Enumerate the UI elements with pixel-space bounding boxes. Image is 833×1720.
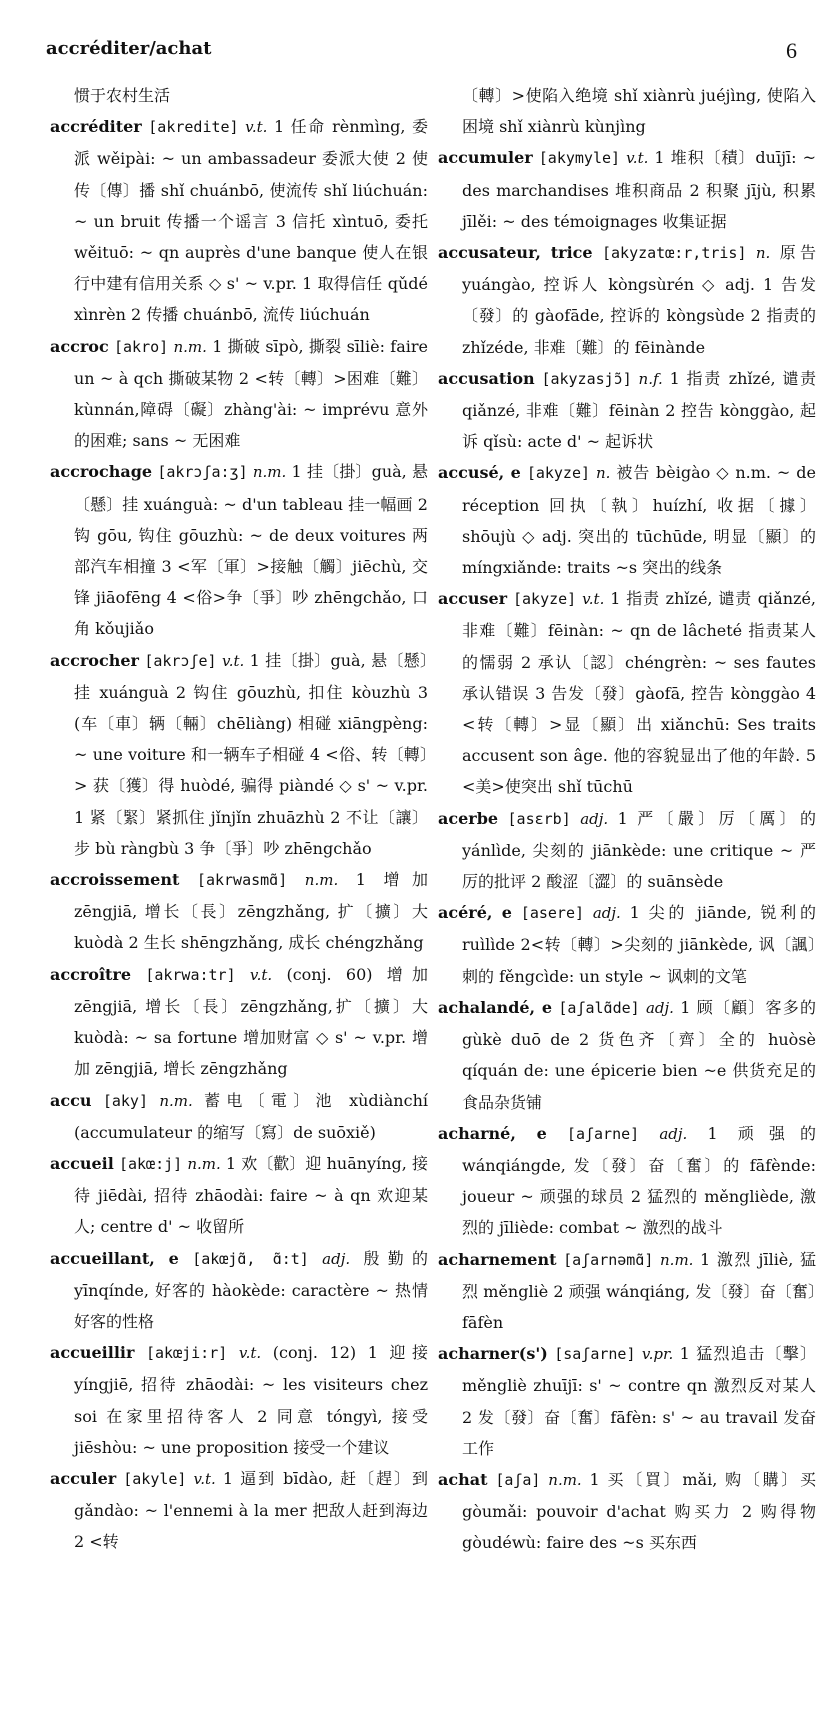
definition: 被告 bèigào ◇ n.m. ~ de réception 回执〔執〕huízhí, 收据〔據〕shōujù ◇ adj. 突出的 tūchūde, 明显〔顯〕的 míngxiǎnde: traits ~s 突出的线条 — [462, 463, 816, 578]
phonetic: [saʃarne] — [554, 1345, 636, 1364]
headword: accueillir — [50, 1343, 135, 1363]
phonetic: [akyze] — [512, 590, 577, 609]
headword: acerbe — [438, 808, 499, 828]
dictionary-entry — [438, 363, 816, 458]
entry-continuation — [438, 80, 816, 142]
dictionary-entry — [50, 645, 428, 864]
headword: acéré, e — [438, 903, 512, 923]
headword: accrocher — [50, 650, 139, 670]
part-of-speech: v.pr. — [641, 1345, 674, 1364]
definition: (conj. 60) 增加 zēngjiā, 增长〔長〕zēngzhǎng,扩〔擴〕大 kuòdà: ~ sa fortune 增加财富 ◇ s' ~ v.pr. 增加 zēngjiā, 增长 zēngzhǎng — [74, 964, 428, 1079]
dictionary-entry — [50, 1085, 428, 1148]
phonetic: [akyle] — [123, 1469, 187, 1488]
part-of-speech: v.t. — [238, 1344, 262, 1363]
definition: 殷勤的 yīnqínde, 好客的 hàokède: caractère ~ 热情好客的性格 — [74, 1248, 428, 1331]
headword: accroître — [50, 964, 132, 984]
part-of-speech: adj. — [322, 1249, 351, 1268]
dictionary-entry — [50, 331, 428, 457]
part-of-speech: v.t. — [245, 118, 268, 137]
part-of-speech: adj. — [580, 809, 609, 828]
phonetic: [akrɔʃa:ʒ] — [157, 463, 248, 482]
phonetic: [akro] — [114, 337, 169, 356]
entry-continuation — [50, 80, 428, 111]
part-of-speech: v.t. — [249, 965, 273, 984]
dictionary-entry — [50, 1243, 428, 1338]
definition: 1 任命 rènmìng, 委派 wěipài: ~ un ambassadeur 委派大使 2 使传〔傳〕播 shǐ chuánbō, 使流传 shǐ liúchuán: ~ un bruit 传播一个谣言 3 信托 xìntuō, 委托 wěituō: ~ qn auprès d'une banque 使人在银行中建有信用关系 ◇ s' ~ v.pr. 1 取得信任 qǔdé xìnrèn 2 传播 chuánbō, 流传 liúchuán — [74, 117, 428, 325]
page-number: 6 — [786, 38, 797, 63]
definition: 1 挂〔掛〕guà, 悬〔懸〕挂 xuánguà: ~ d'un tableau 挂一幅画 2 钩 gōu, 钩住 gōuzhù: ~ de deux voitures 两部汽车相撞 3 <军〔軍〕>接触〔觸〕jiēchù, 交锋 jiāofēng 4 <俗>争〔爭〕吵 zhēngchǎo, 口角 kǒujiǎo — [74, 462, 428, 639]
part-of-speech: n.m. — [187, 1154, 221, 1173]
part-of-speech: n. — [595, 464, 611, 483]
phonetic: [akœji:r] — [146, 1344, 228, 1363]
part-of-speech: n.m. — [304, 871, 339, 890]
headword: accumuler — [438, 148, 533, 168]
definition: (conj. 12) 1 迎接 yíngjiē, 招待 zhāodài: ~ les visiteurs chez soi 在家里招待客人 2 同意 tóngyì, 接受 jiēshòu: ~ une proposition 接受一个建议 — [74, 1343, 428, 1457]
headword: accrochage — [50, 462, 153, 482]
part-of-speech: v.t. — [626, 149, 649, 168]
phonetic: [akœ:j] — [118, 1154, 183, 1173]
phonetic: [asere] — [520, 904, 585, 923]
headword: accroc — [50, 336, 109, 356]
dictionary-entry — [438, 992, 816, 1118]
dictionary-entry — [438, 237, 816, 363]
left-column — [50, 80, 428, 1558]
part-of-speech: v.t. — [222, 651, 245, 670]
definition: 1 挂〔掛〕guà, 悬〔懸〕挂 xuánguà 2 钩住 gōuzhù, 扣住 kòuzhù 3 (车〔車〕辆〔輛〕chēliàng) 相碰 xiāngpèng: ~ une voiture 和一辆车子相碰 4 <俗、转〔轉〕> 获〔獲〕得 huòdé, 骗得 piàndé ◇ s' ~ v.pr. 1 紧〔緊〕紧抓住 jǐnjǐn zhuāzhù 2 不让〔讓〕步 bù ràngbù 3 争〔爭〕吵 zhēngchǎo — [74, 650, 428, 858]
dictionary-entry — [438, 457, 816, 583]
headword: acculer — [50, 1468, 117, 1488]
dictionary-entry — [50, 111, 428, 330]
phonetic: [akyzasjɔ̃] — [541, 369, 632, 388]
phonetic: [aʃa] — [495, 1470, 541, 1489]
definition: 1 猛烈追击〔擊〕měngliè zhuījī: s' ~ contre qn 激烈反对某人 2 发〔發〕奋〔奮〕fāfèn: s' ~ au travail 发奋工作 — [462, 1344, 816, 1458]
headword: achat — [438, 1469, 488, 1489]
part-of-speech: n. — [755, 244, 771, 263]
dictionary-entry — [438, 803, 816, 898]
headword: acharnement — [438, 1249, 557, 1269]
dictionary-entry — [50, 1337, 428, 1463]
part-of-speech: v.t. — [582, 590, 605, 609]
headword: accueil — [50, 1153, 114, 1173]
part-of-speech: n.m. — [159, 1091, 193, 1110]
definition: 1 堆积〔積〕duījī: ~ des marchandises 堆积商品 2 积聚 jījù, 积累 jīlěi: ~ des témoignages 收集证据 — [462, 148, 816, 231]
dictionary-entry — [438, 1464, 816, 1559]
headword: achalandé, e — [438, 997, 553, 1017]
phonetic: [akrwasmɑ̃] — [196, 871, 288, 890]
dictionary-entry — [50, 1463, 428, 1558]
running-head: accréditer/achat — [46, 38, 212, 59]
phonetic: [asɛrb] — [507, 809, 571, 828]
definition: 1 增加 zēngjiā, 增长〔長〕zēngzhǎng, 扩〔擴〕大 kuòdà 2 生长 shēngzhǎng, 成长 chéngzhǎng — [74, 870, 428, 953]
dictionary-entry — [438, 1244, 816, 1339]
phonetic: [akyzatœ:r,tris] — [601, 244, 747, 263]
headword: accusation — [438, 368, 535, 388]
definition: 1 指责 zhǐzé, 谴责 qiǎnzé, 非难〔難〕fēinàn 2 控告 kònggào, 起诉 qǐsù: acte d' ~ 起诉状 — [462, 368, 817, 452]
part-of-speech: n.m. — [660, 1250, 694, 1269]
headword: accusé, e — [438, 463, 521, 483]
dictionary-entry — [438, 583, 816, 802]
part-of-speech: n.m. — [252, 463, 287, 482]
definition: 1 欢〔歡〕迎 huānyíng, 接待 jiēdài, 招待 zhāodài: faire ~ à qn 欢迎某人; centre d' ~ 收留所 — [74, 1153, 428, 1237]
part-of-speech: adj. — [592, 904, 621, 923]
part-of-speech: n.f. — [638, 369, 663, 388]
dictionary-entry — [50, 959, 428, 1085]
definition: 惯于农村生活 — [74, 86, 171, 105]
headword: accréditer — [50, 117, 142, 137]
dictionary-entry — [438, 1118, 816, 1244]
dictionary-entry — [50, 864, 428, 959]
definition: 1 顾〔顧〕客多的 gùkè duō de 2 货色齐〔齊〕全的 huòsè qíquán de: une épicerie bien ~e 供货充足的食品杂货铺 — [462, 997, 816, 1112]
phonetic: [akrwa:tr] — [145, 965, 236, 984]
headword: accroissement — [50, 870, 180, 890]
right-column — [438, 80, 816, 1559]
part-of-speech: n.m. — [548, 1470, 582, 1489]
part-of-speech: n.m. — [173, 337, 207, 356]
definition: 1 撕破 sīpò, 撕裂 sīliè: faire un ~ à qch 撕破某物 2 <转〔轉〕>困难〔難〕kùnnán,障碍〔礙〕zhàng'ài: ~ imprévu 意外的困难; sans ~ 无困难 — [74, 336, 429, 451]
phonetic: [aʃalɑ̃de] — [558, 998, 640, 1017]
headword: accusateur, trice — [438, 243, 593, 263]
phonetic: [akredite] — [148, 118, 239, 137]
definition: 1 指责 zhǐzé, 谴责 qiǎnzé, 非难〔難〕fēinàn: ~ qn de lâcheté 指责某人的懦弱 2 承认〔認〕chéngrèn: ~ ses fautes 承认错误 3 告发〔發〕gàofā, 控告 kònggào 4 <转〔轉〕>显〔顯〕出 xiǎnchū: Ses traits accusent son âge. 他的容貌显出了他的年龄. 5 <美>使突出 shǐ tūchū — [462, 589, 816, 797]
phonetic: [akrɔʃe] — [144, 651, 217, 670]
headword: accuser — [438, 589, 508, 609]
definition: 1 逼到 bīdào, 赶〔趕〕到 gǎndào: ~ l'ennemi à la mer 把敌人赶到海边 2 <转 — [74, 1468, 429, 1552]
headword: accu — [50, 1090, 92, 1110]
part-of-speech: adj. — [645, 998, 674, 1017]
dictionary-entry — [50, 456, 428, 644]
definition: 蓄电〔電〕池 xùdiànchí (accumulateur 的缩写〔寫〕de suōxiě) — [74, 1090, 428, 1142]
headword: accueillant, e — [50, 1248, 179, 1268]
headword: acharné, e — [438, 1123, 547, 1143]
dictionary-entry — [438, 142, 816, 237]
definition: 1 尖的 jiānde, 锐利的 ruìlìde 2<转〔轉〕>尖刻的 jiānkède, 讽〔諷〕刺的 fěngcìde: un style ~ 讽刺的文笔 — [462, 903, 816, 986]
definition: 1 激烈 jīliè, 猛烈 měngliè 2 顽强 wánqiáng, 发〔發〕奋〔奮〕fāfèn — [462, 1249, 816, 1332]
definition: 原告 yuángào, 控诉人 kòngsùrén ◇ adj. 1 告发〔發〕的 gàofāde, 控诉的 kòngsùde 2 指责的 zhǐzéde, 非难〔難〕的 fēinànde — [462, 243, 816, 357]
dictionary-entry — [438, 1338, 816, 1464]
part-of-speech: v.t. — [193, 1469, 216, 1488]
phonetic: [aky] — [102, 1091, 148, 1110]
phonetic: [aʃarnəmɑ̃] — [563, 1250, 654, 1269]
part-of-speech: adj. — [659, 1124, 688, 1143]
definition: 〔轉〕>使陷入绝境 shǐ xiànrù juéjìng, 使陷入困境 shǐ xiànrù kùnjìng — [462, 86, 816, 137]
dictionary-entry — [438, 897, 816, 992]
headword: acharner(s') — [438, 1344, 548, 1364]
dictionary-entry — [50, 1148, 428, 1243]
definition: 1 严〔嚴〕厉〔厲〕的 yánlìde, 尖刻的 jiānkède: une critique ~ 严厉的批评 2 酸涩〔澀〕的 suānsède — [462, 808, 816, 892]
phonetic: [akyze] — [526, 464, 591, 483]
page-header — [46, 38, 797, 68]
definition: 1 买〔買〕mǎi, 购〔購〕买 gòumǎi: pouvoir d'achat 购买力 2 购得物 gòudéwù: faire des ~s 买东西 — [462, 1469, 816, 1553]
phonetic: [akœjɑ̃, ɑ̃:t] — [192, 1249, 309, 1268]
phonetic: [akymyle] — [538, 149, 621, 168]
definition: 1 顽强的 wánqiángde, 发〔發〕奋〔奮〕的 fāfènde: joueur ~ 顽强的球员 2 猛烈的 měngliède, 激烈的 jīliède: combat ~ 激烈的战斗 — [462, 1123, 816, 1238]
phonetic: [aʃarne] — [566, 1124, 640, 1143]
